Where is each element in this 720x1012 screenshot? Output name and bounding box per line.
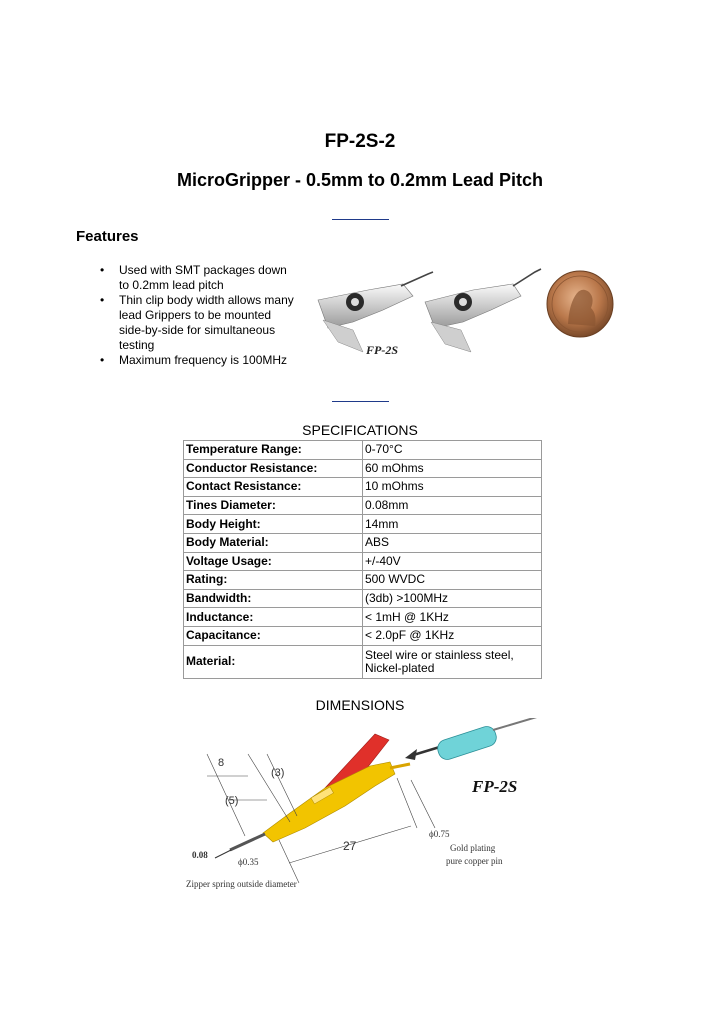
tines (215, 850, 231, 858)
photo-label: FP-2S (366, 343, 399, 357)
table-row (184, 533, 542, 552)
dimensions-heading: DIMENSIONS (315, 697, 405, 713)
dimension-5: (5) (225, 795, 239, 807)
cyan-connector (435, 718, 547, 762)
spec-label: Conductor Resistance: (184, 459, 363, 478)
spec-value: ABS (363, 533, 542, 552)
spec-label: Temperature Range: (184, 441, 363, 460)
spec-label: Bandwidth: (184, 589, 363, 608)
dimension-27: 27 (343, 839, 357, 853)
dimension-spring-diameter: ϕ0.35 (238, 857, 259, 867)
feature-item: • Used with SMT packages down to 0.2mm lead pitch (100, 263, 296, 293)
spec-label: Voltage Usage: (184, 552, 363, 571)
dimensions-drawing (185, 718, 550, 893)
spec-label: Rating: (184, 571, 363, 590)
spec-value: 0-70°C (363, 441, 542, 460)
note-zipper-spring: Zipper spring outside diameter (186, 879, 297, 889)
spec-label: Capacitance: (184, 626, 363, 645)
page-title: FP-2S-2 (324, 131, 396, 152)
table-row (184, 478, 542, 497)
note-copper-pin: pure copper pin (446, 856, 503, 866)
table-row (184, 441, 542, 460)
table-row (184, 515, 542, 534)
feature-item: • Maximum frequency is 100MHz (100, 353, 296, 368)
gripper-clip-1 (318, 272, 433, 352)
table-row (184, 645, 542, 678)
spec-value: 500 WVDC (363, 571, 542, 590)
arrow-head (405, 749, 417, 760)
table-row (184, 608, 542, 627)
specifications-table (183, 440, 542, 679)
dimension-8: 8 (218, 757, 225, 769)
dimension-tine-diameter: 0.08 (192, 850, 208, 860)
specifications-heading: SPECIFICATIONS (302, 422, 418, 438)
copper-pin (390, 764, 410, 768)
divider (332, 401, 389, 402)
spec-value: < 1mH @ 1KHz (363, 608, 542, 627)
spec-value: 14mm (363, 515, 542, 534)
spec-value: +/-40V (363, 552, 542, 571)
spec-value: 10 mOhms (363, 478, 542, 497)
spec-value: 0.08mm (363, 496, 542, 515)
note-gold-plating: Gold plating (450, 843, 496, 853)
product-label: FP-2S (472, 777, 518, 796)
dimension-3: (3) (271, 767, 285, 779)
table-row (184, 459, 542, 478)
dimension-pin-diameter: ϕ0.75 (429, 829, 450, 839)
page-subtitle: MicroGripper - 0.5mm to 0.2mm Lead Pitch (176, 170, 544, 190)
spec-label: Body Material: (184, 533, 363, 552)
spec-value: Steel wire or stainless steel, Nickel-plated (363, 645, 542, 678)
table-row (184, 626, 542, 645)
table-row (184, 496, 542, 515)
product-photo (313, 262, 618, 362)
spec-label: Contact Resistance: (184, 478, 363, 497)
features-heading: Features (76, 228, 139, 245)
feature-item: • Thin clip body width allows many lead Grippers to be mounted side-by-side for simultaneous testing (100, 293, 296, 353)
zipper-spring (230, 834, 265, 850)
spec-label: Inductance: (184, 608, 363, 627)
gripper-clip-2 (425, 269, 541, 352)
table-row (184, 552, 542, 571)
spec-label: Material: (184, 645, 363, 678)
table-row (184, 589, 542, 608)
spec-value: (3db) >100MHz (363, 589, 542, 608)
penny-coin (547, 271, 613, 337)
features-list (100, 263, 296, 368)
spec-value: < 2.0pF @ 1KHz (363, 626, 542, 645)
divider (332, 219, 389, 220)
spec-label: Body Height: (184, 515, 363, 534)
table-row (184, 571, 542, 590)
spec-value: 60 mOhms (363, 459, 542, 478)
spec-label: Tines Diameter: (184, 496, 363, 515)
